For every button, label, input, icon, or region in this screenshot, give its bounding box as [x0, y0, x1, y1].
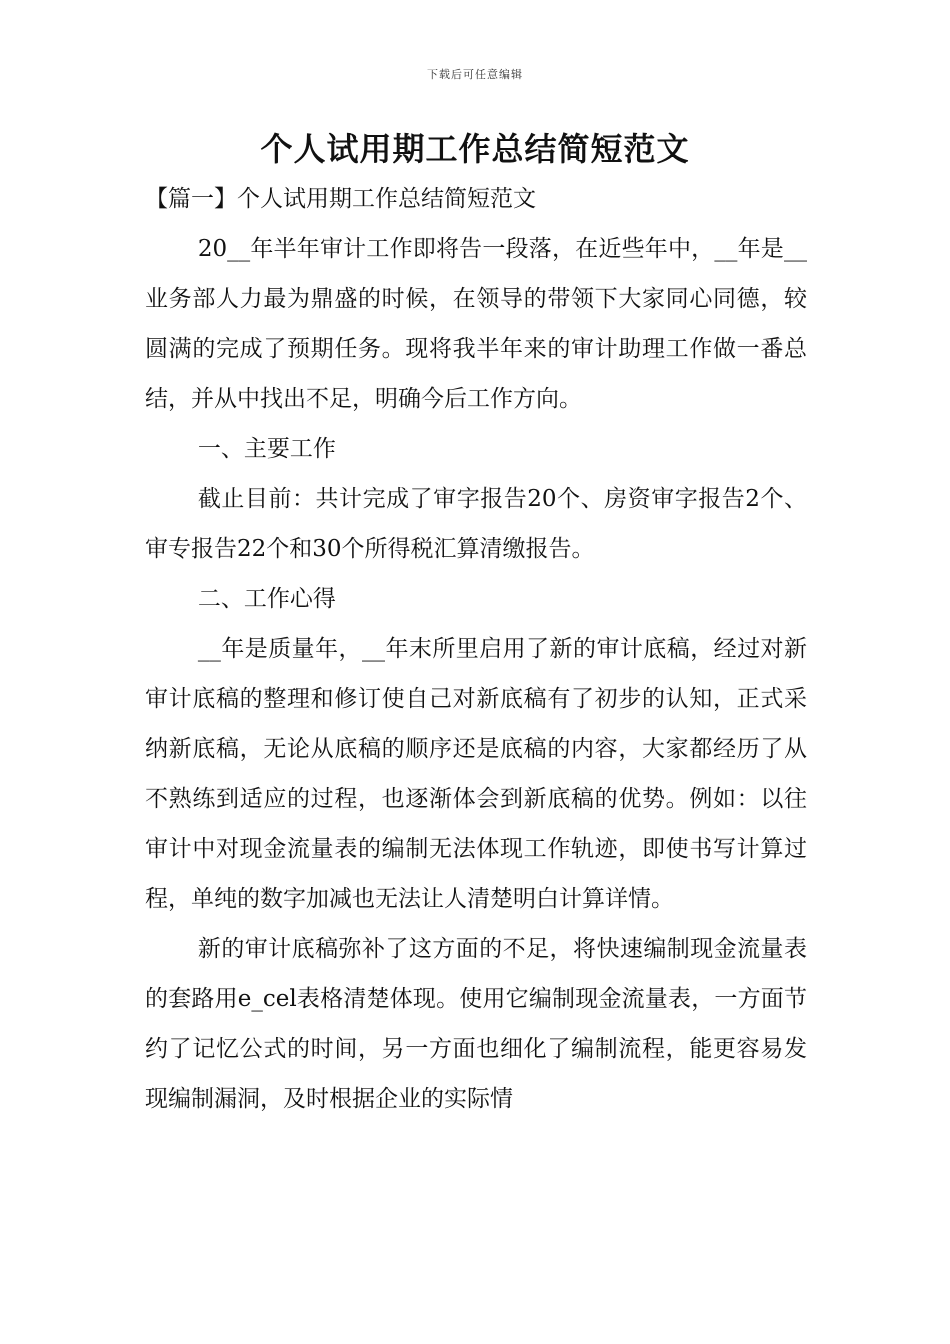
- intro-paragraph: 20__年半年审计工作即将告一段落，在近些年中，__年是__业务部人力最为鼎盛的时候，在领导的带领下大家同心同德，较圆满的完成了预期任务。现将我半年来的审计助理工作做一番总结，并从中找出不足，明确今后工作方向。: [145, 236, 807, 412]
- document-title: 个人试用期工作总结简短范文: [260, 130, 690, 168]
- subheading-work-experience: 二、工作心得: [197, 586, 336, 612]
- header-note: 下载后可任意编辑: [427, 68, 523, 81]
- document-body: [145, 174, 807, 1124]
- subheading-main-work: 一、主要工作: [197, 436, 336, 462]
- new-draft-paragraph: 新的审计底稿弥补了这方面的不足，将快速编制现金流量表的套路用e_cel表格清楚体现。使用它编制现金流量表，一方面节约了记忆公式的时间，另一方面也细化了编制流程，能更容易发现编制漏洞，及时根据企业的实际情: [145, 936, 807, 1112]
- main-work-paragraph: 截止目前：共计完成了审字报告20个、房资审字报告2个、审专报告22个和30个所得税汇算清缴报告。: [145, 486, 807, 562]
- section-heading: 【篇一】个人试用期工作总结简短范文: [145, 186, 536, 212]
- experience-paragraph: __年是质量年，__年末所里启用了新的审计底稿，经过对新审计底稿的整理和修订使自己对新底稿有了初步的认知，正式采纳新底稿，无论从底稿的顺序还是底稿的内容，大家都经历了从不熟练到适应的过程，也逐渐体会到新底稿的优势。例如：以往审计中对现金流量表的编制无法体现工作轨迹，即使书写计算过程，单纯的数字加减也无法让人清楚明白计算详情。: [145, 636, 807, 912]
